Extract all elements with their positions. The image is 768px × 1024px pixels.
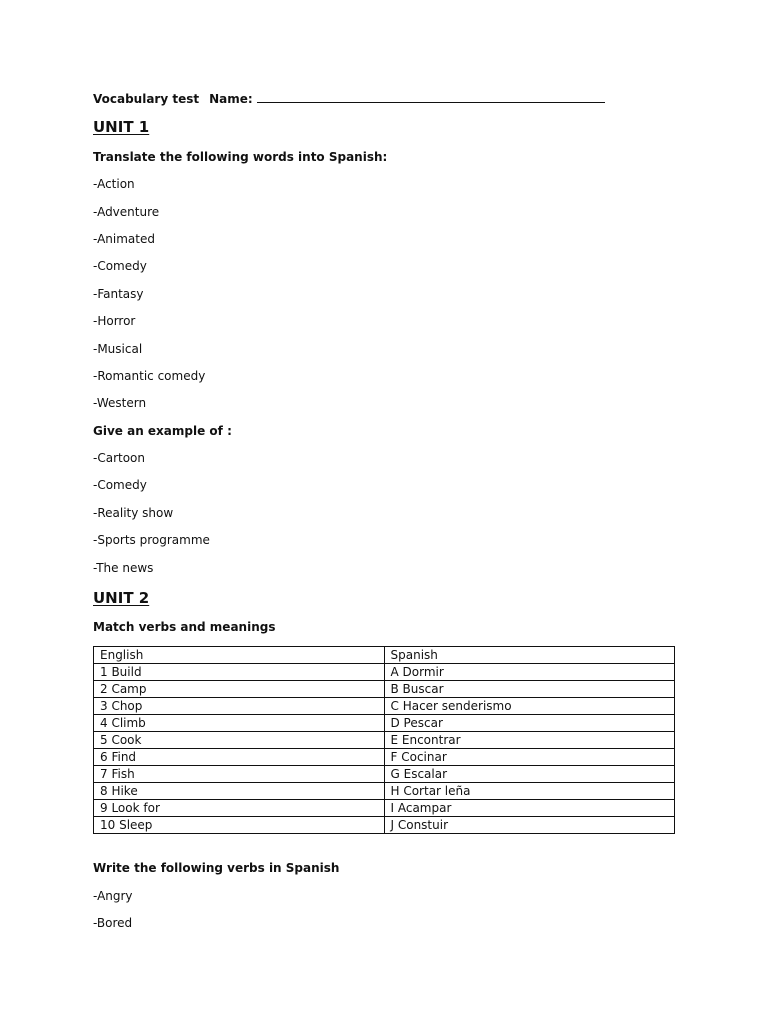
table-header-row (94, 647, 675, 664)
translate-instruction: Translate the following words into Spanish: (93, 150, 388, 164)
table-cell-english: 4 Climb (94, 715, 385, 732)
table-row (94, 749, 675, 766)
table-cell-spanish: C Hacer senderismo (384, 698, 675, 715)
table-cell-english: 9 Look for (94, 800, 385, 817)
table-cell-english: 10 Sleep (94, 817, 385, 834)
verb-item: -Bored (93, 916, 133, 930)
translate-item: -Western (93, 396, 147, 410)
table-cell-spanish: A Dormir (384, 664, 675, 681)
table-cell-english: 7 Fish (94, 766, 385, 783)
table-row (94, 783, 675, 800)
table-cell-english: 6 Find (94, 749, 385, 766)
table-cell-spanish: E Encontrar (384, 732, 675, 749)
translate-item: -Fantasy (93, 287, 144, 301)
name-blank-line[interactable] (257, 89, 605, 103)
table-cell-spanish: F Cocinar (384, 749, 675, 766)
name-label: Name: (209, 92, 253, 106)
table-row (94, 800, 675, 817)
match-instruction: Match verbs and meanings (93, 620, 276, 634)
match-table (93, 646, 675, 834)
table-cell-english: 1 Build (94, 664, 385, 681)
translate-item: -Romantic comedy (93, 369, 206, 383)
translate-item: -Adventure (93, 205, 160, 219)
unit2-heading: UNIT 2 (93, 589, 150, 607)
table-cell-spanish: G Escalar (384, 766, 675, 783)
table-cell-english: 3 Chop (94, 698, 385, 715)
table-cell-english: 8 Hike (94, 783, 385, 800)
table-row (94, 817, 675, 834)
unit1-heading: UNIT 1 (93, 118, 150, 136)
translate-item: -Musical (93, 342, 143, 356)
table-cell-spanish: I Acampar (384, 800, 675, 817)
translate-item: -Comedy (93, 259, 147, 273)
example-item: -Comedy (93, 478, 147, 492)
verbs-instruction: Write the following verbs in Spanish (93, 861, 340, 875)
verb-item: -Angry (93, 889, 133, 903)
table-row (94, 766, 675, 783)
example-instruction: Give an example of : (93, 424, 232, 438)
table-header-spanish: Spanish (384, 647, 675, 664)
table-row (94, 732, 675, 749)
translate-item: -Horror (93, 314, 136, 328)
translate-item: -Action (93, 177, 135, 191)
table-cell-spanish: D Pescar (384, 715, 675, 732)
translate-item: -Animated (93, 232, 155, 246)
example-item: -Cartoon (93, 451, 145, 465)
table-row (94, 698, 675, 715)
table-cell-english: 2 Camp (94, 681, 385, 698)
table-row (94, 681, 675, 698)
test-title: Vocabulary test (93, 92, 200, 106)
example-item: -The news (93, 561, 154, 575)
example-item: -Reality show (93, 506, 174, 520)
table-cell-spanish: H Cortar leña (384, 783, 675, 800)
table-row (94, 715, 675, 732)
table-row (94, 664, 675, 681)
test-header (93, 89, 605, 107)
table-header-english: English (94, 647, 385, 664)
table-cell-spanish: B Buscar (384, 681, 675, 698)
table-cell-spanish: J Constuir (384, 817, 675, 834)
example-item: -Sports programme (93, 533, 210, 547)
table-cell-english: 5 Cook (94, 732, 385, 749)
